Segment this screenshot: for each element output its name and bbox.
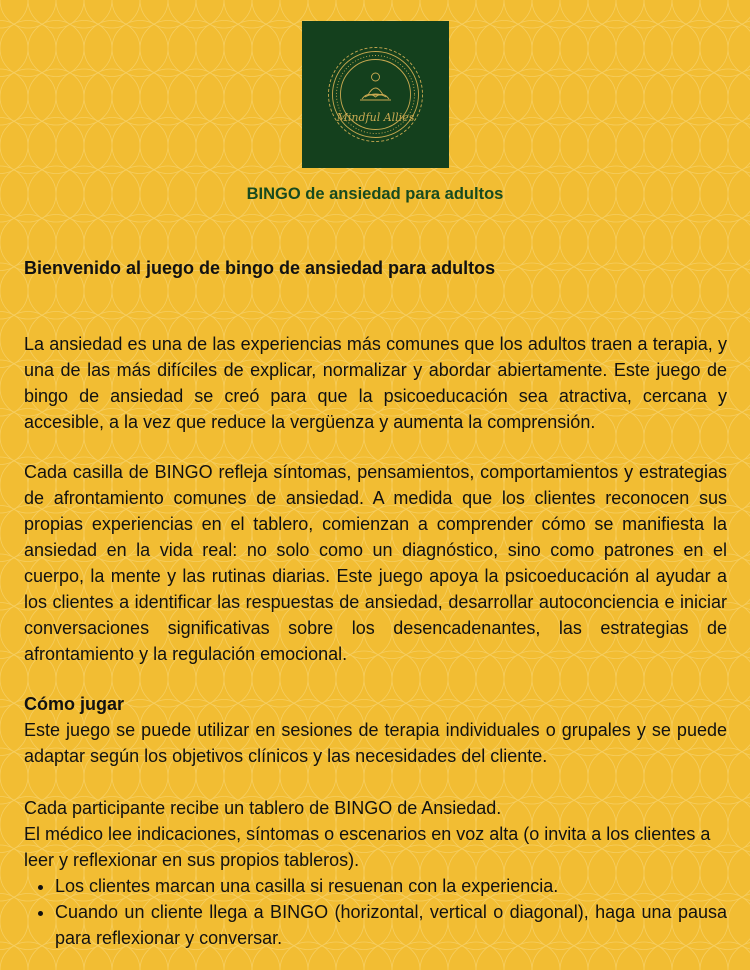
intro-paragraph: La ansiedad es una de las experiencias más comunes que los adultos traen a terapia, y una de las más difíciles de explicar, normalizar y abordar abiertamente. Este juego de bingo de ansiedad se creó para que la psicoeducación sea atractiva, cercana y accesible, a la vez que reduce la vergüenza y aumenta la comprensión.	[24, 334, 727, 432]
step-2: El médico lee indicaciones, síntomas o escenarios en voz alta (o invita a los clientes a leer y reflexionar en sus propios tableros).	[24, 824, 711, 870]
step-1: Cada participante recibe un tablero de BINGO de Ansiedad.	[24, 798, 502, 818]
squares-paragraph: Cada casilla de BINGO refleja síntomas, pensamientos, comportamientos y estrategias de afrontamiento comunes de ansiedad. A medida que los clientes reconocen sus propias experiencias en el tablero, comienzan a comprender cómo se manifiesta la ansiedad en la vida real: no solo como un diagnóstico, sino como patrones en el cuerpo, la mente y las rutinas diarias. Este juego apoya la psicoeducación al ayudar a los clientes a identificar las respuestas de ansiedad, desarrollar autoconciencia e iniciar conversaciones significativas sobre los desencadenantes, las estrategias de afrontamiento y la regulación emocional.	[24, 462, 727, 664]
rules-list	[24, 873, 727, 951]
list-item: • Cuando un cliente llega a BINGO (horizontal, vertical o diagonal), haga una pausa para reflexionar y conversar.	[55, 899, 727, 951]
page-heading: Bienvenido al juego de bingo de ansiedad para adultos	[24, 258, 496, 278]
how-to-play-text: Este juego se puede utilizar en sesiones de terapia individuales o grupales y se puede adaptar según los objetivos clínicos y las necesidades del cliente.	[24, 720, 727, 766]
brand-logo	[302, 21, 449, 168]
how-to-play-section	[24, 691, 727, 769]
steps-block	[24, 795, 727, 873]
document-subtitle: BINGO de ansiedad para adultos	[246, 185, 504, 203]
logo-wordmark: Mindful Allies	[336, 111, 415, 124]
list-item: • Los clientes marcan una casilla si resuenan con la experiencia.	[55, 873, 727, 899]
how-to-play-title: Cómo jugar	[24, 694, 125, 714]
